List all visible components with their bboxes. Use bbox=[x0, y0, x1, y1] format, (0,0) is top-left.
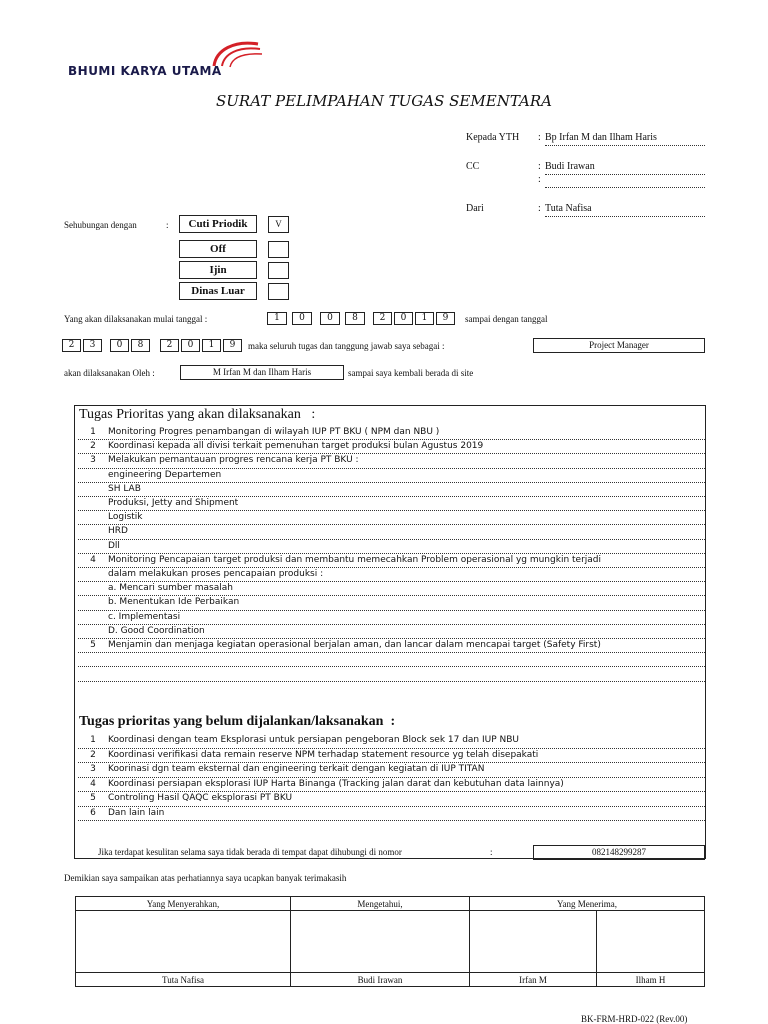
priority-tasks-heading: Tugas Prioritas yang akan dilaksanakan : bbox=[79, 407, 316, 422]
task-number: 6 bbox=[90, 807, 96, 818]
until-label: sampai dengan tanggal bbox=[465, 314, 548, 324]
cc-colon: : bbox=[538, 161, 541, 172]
sig-space-acknowledge[interactable] bbox=[291, 911, 470, 973]
task-text: Koordinasi persiapan eksplorasi IUP Harta Binanga (Tracking jalan darat dan kebutuhan data lainnya) bbox=[108, 778, 564, 789]
start-date-label: Yang akan dilaksanakan mulai tanggal : bbox=[64, 314, 208, 324]
task-text: b. Menentukan Ide Perbaikan bbox=[108, 597, 240, 608]
dari-label: Dari bbox=[466, 203, 484, 214]
checkbox-dinas-luar[interactable] bbox=[268, 283, 289, 300]
task-text: Koorinasi dgn team eksternal dan engineering terkait dengan kegiatan di IUP TITAN bbox=[108, 764, 485, 774]
start-month-digit: 8 bbox=[345, 312, 365, 325]
cc-extra-line bbox=[545, 174, 705, 188]
start-day-digit: 0 bbox=[292, 312, 312, 325]
dari-colon: : bbox=[538, 203, 541, 214]
task-number: 3 bbox=[90, 764, 96, 774]
page-title: SURAT PELIMPAHAN TUGAS SEMENTARA bbox=[216, 92, 552, 110]
task-number: 4 bbox=[90, 554, 96, 565]
sig-header-giver: Yang Menyerahkan, bbox=[76, 897, 291, 911]
task-number: 2 bbox=[90, 749, 96, 760]
sig-name-receiver-1: Irfan M bbox=[470, 973, 597, 987]
priority-task-row bbox=[78, 468, 705, 483]
executed-by-label: akan dilaksanakan Oleh : bbox=[64, 368, 155, 378]
duties-label: maka seluruh tugas dan tanggung jawab saya sebagai : bbox=[248, 341, 445, 351]
task-text: HRD bbox=[108, 526, 128, 537]
priority-task-row bbox=[78, 581, 705, 596]
end-month-digit: 0 bbox=[110, 339, 129, 352]
task-text: Monitoring Progres penambangan di wilayah IUP PT BKU ( NPM dan NBU ) bbox=[108, 427, 440, 437]
task-text: Monitoring Pencapaian target produksi dan membantu memecahkan Problem operasional yg mungkin terjadi bbox=[108, 554, 602, 565]
contact-colon: : bbox=[490, 847, 493, 857]
pending-task-row bbox=[78, 748, 705, 764]
start-year-digit: 2 bbox=[373, 312, 392, 325]
task-text: Koordinasi verifikasi data remain reserve NPM terhadap statement resource yg telah disepakati bbox=[108, 749, 539, 760]
priority-task-row bbox=[78, 425, 705, 440]
executed-by-value: M Irfan M dan Ilham Haris bbox=[180, 365, 344, 380]
priority-task-row bbox=[78, 638, 705, 653]
company-name: BHUMI KARYA UTAMA bbox=[68, 64, 222, 78]
task-number: 5 bbox=[90, 793, 96, 803]
priority-task-row bbox=[78, 510, 705, 525]
sig-header-acknowledge: Mengetahui, bbox=[291, 897, 470, 911]
checkbox-ijin[interactable] bbox=[268, 262, 289, 279]
task-text: c. Implementasi bbox=[108, 611, 181, 622]
priority-task-row bbox=[78, 539, 705, 554]
start-year-digit: 0 bbox=[394, 312, 413, 325]
task-text: D. Good Coordination bbox=[108, 625, 205, 636]
end-year-digit: 2 bbox=[160, 339, 179, 352]
pending-task-row bbox=[78, 777, 705, 793]
cc-value: Budi Irawan bbox=[545, 161, 705, 175]
checkbox-cuti-priodik[interactable]: V bbox=[268, 216, 289, 233]
priority-task-row bbox=[78, 524, 705, 539]
option-cuti-priodik: Cuti Priodik bbox=[179, 215, 257, 233]
task-text: dalam melakukan proses pencapaian produksi : bbox=[108, 569, 324, 579]
start-month-digit: 0 bbox=[320, 312, 340, 325]
option-off: Off bbox=[179, 240, 257, 258]
task-text: Controling Hasil QAQC eksplorasi PT BKU bbox=[108, 793, 293, 803]
priority-task-row bbox=[78, 610, 705, 625]
sig-header-receiver: Yang Menerima, bbox=[470, 897, 705, 911]
task-number: 3 bbox=[90, 455, 96, 466]
position-value: Project Manager bbox=[533, 338, 705, 353]
task-text: Koordinasi kepada all divisi terkait pemenuhan target produksi bulan Agustus 2019 bbox=[108, 441, 484, 452]
kepada-colon: : bbox=[538, 132, 541, 143]
priority-task-row bbox=[78, 482, 705, 497]
start-year-digit: 1 bbox=[415, 312, 434, 325]
sehubungan-label: Sehubungan dengan bbox=[64, 220, 137, 230]
start-day-digit: 1 bbox=[267, 312, 287, 325]
priority-task-row bbox=[78, 666, 705, 681]
sig-space-giver[interactable] bbox=[76, 911, 291, 973]
task-number: 1 bbox=[90, 427, 96, 437]
task-number: 5 bbox=[90, 640, 96, 650]
pending-task-row bbox=[78, 762, 705, 778]
end-year-digit: 1 bbox=[202, 339, 221, 352]
sig-name-acknowledge: Budi Irawan bbox=[291, 973, 470, 987]
closing-text: Demikian saya sampaikan atas perhatiannya saya ucapkan banyak terimakasih bbox=[64, 873, 347, 883]
start-year-digit: 9 bbox=[436, 312, 455, 325]
pending-task-row bbox=[78, 806, 705, 822]
priority-task-row bbox=[78, 624, 705, 639]
kepada-label: Kepada YTH bbox=[466, 132, 520, 143]
pending-tasks-heading: Tugas prioritas yang belum dijalankan/laksanakan : bbox=[79, 714, 396, 729]
priority-task-row bbox=[78, 553, 705, 568]
option-ijin: Ijin bbox=[179, 261, 257, 279]
option-dinas-luar: Dinas Luar bbox=[179, 282, 257, 300]
sig-space-receiver-1[interactable] bbox=[470, 911, 597, 973]
end-day-digit: 3 bbox=[83, 339, 102, 352]
end-year-digit: 9 bbox=[223, 339, 242, 352]
priority-task-row bbox=[78, 567, 705, 582]
end-year-digit: 0 bbox=[181, 339, 200, 352]
sig-name-giver: Tuta Nafisa bbox=[76, 973, 291, 987]
task-text: Koordinasi dengan team Eksplorasi untuk persiapan pengeboran Block sek 17 dan IUP NBU bbox=[108, 735, 520, 745]
task-text: Logistik bbox=[108, 512, 143, 523]
task-number: 2 bbox=[90, 441, 96, 452]
signature-table bbox=[75, 896, 705, 987]
company-logo bbox=[68, 36, 278, 80]
cc-label: CC bbox=[466, 161, 480, 172]
priority-task-row bbox=[78, 496, 705, 511]
priority-task-row bbox=[78, 439, 705, 454]
form-code: BK-FRM-HRD-022 (Rev.00) bbox=[581, 1014, 688, 1024]
task-text: Dan lain lain bbox=[108, 807, 165, 818]
priority-task-row bbox=[78, 453, 705, 468]
dari-value: Tuta Nafisa bbox=[545, 203, 705, 217]
contact-label: Jika terdapat kesulitan selama saya tidak berada di tempat dapat dihubungi di nomor bbox=[98, 847, 402, 857]
sig-name-receiver-2: Ilham H bbox=[597, 973, 705, 987]
sehubungan-colon: : bbox=[166, 220, 169, 230]
task-text: SH LAB bbox=[108, 483, 141, 494]
pending-task-row bbox=[78, 791, 705, 807]
task-number: 4 bbox=[90, 778, 96, 789]
sig-space-receiver-2[interactable] bbox=[597, 911, 705, 973]
task-text: a. Mencari sumber masalah bbox=[108, 583, 233, 594]
priority-task-row bbox=[78, 652, 705, 667]
task-text: Melakukan pemantauan progres rencana kerja PT BKU : bbox=[108, 455, 359, 466]
kepada-value: Bp Irfan M dan Ilham Haris bbox=[545, 132, 705, 146]
priority-task-row bbox=[78, 595, 705, 610]
pending-task-row bbox=[78, 733, 705, 749]
task-text: Menjamin dan menjaga kegiatan operasional berjalan aman, dan lancar dalam mencapai target (Safety First) bbox=[108, 640, 601, 650]
task-text: Dll bbox=[108, 540, 120, 551]
task-text: engineering Departemen bbox=[108, 469, 222, 480]
task-number: 1 bbox=[90, 735, 96, 745]
task-text: Produksi, Jetty and Shipment bbox=[108, 498, 239, 508]
end-day-digit: 2 bbox=[62, 339, 81, 352]
checkbox-off[interactable] bbox=[268, 241, 289, 258]
cc-colon-2: : bbox=[538, 174, 541, 185]
contact-phone: 082148299287 bbox=[533, 845, 705, 860]
end-month-digit: 8 bbox=[131, 339, 150, 352]
return-label: sampai saya kembali berada di site bbox=[348, 368, 474, 378]
